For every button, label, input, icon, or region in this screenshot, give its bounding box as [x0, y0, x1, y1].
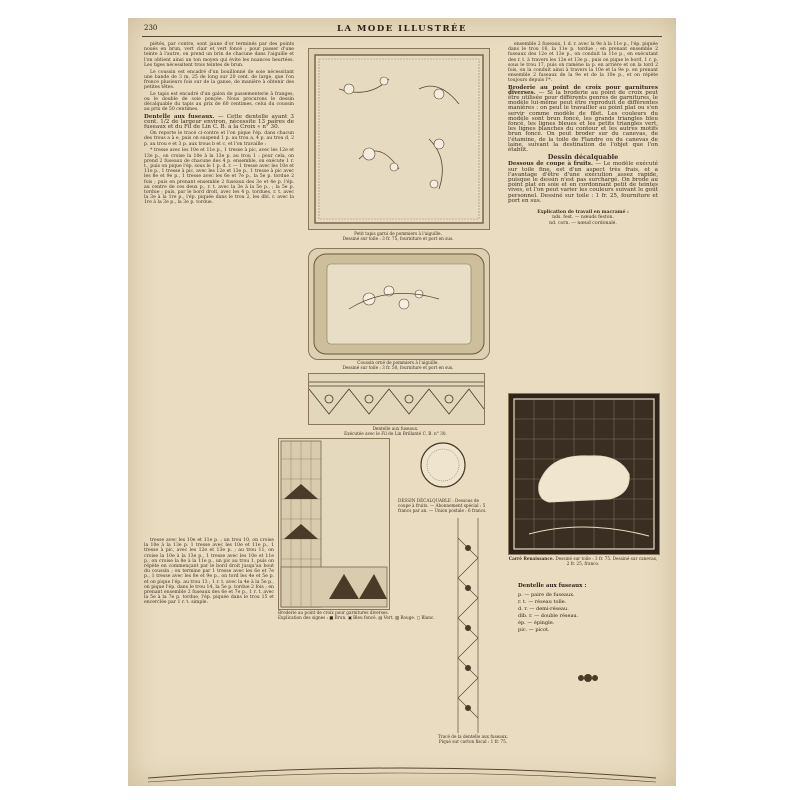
- floral-embroidery-icon: [309, 49, 489, 229]
- macrame-explanation: Explication de travail en macramé : nds. fest. — nœuds feston. nd. corn. — nœud cordonalé.: [537, 210, 629, 226]
- paragraph: Le coussin est encadré d'un bouillonné de soie nécessitant une bande de 3 m. 25 de long sur 20 cent. de large, que l'on fronce plusieurs fois sur de la ganse, de manière à obtenir des petites têtes.: [144, 69, 294, 91]
- legend-item: r. t. — réseau tolle.: [518, 599, 567, 605]
- section-heading: Dessous de coupe à fruits. — Le modèle exécuté sur toile fine, est d'un aspect très frais, et a l'avantage d'être d'une exécution assez rapide, puisque le dessin n'est pas surchargé. On brode au point plat en soie et en cordonnant petit de teintes vives, et l'on peut varier les couleurs suivant le goût personnel. Dessiné sur toile : 1 fr. 25, fourniture et port en sus.: [508, 161, 658, 204]
- paragraph: On reporte le tracé ci-contre et l'on pique l'ép. dans chacun des trous a à e, puis on suspend 1 p. au trou a, 4 p. au trou d, 2 p. au trou e et 3 p. aux trous b et c, et l'on travaille :: [144, 131, 294, 147]
- footer-ornament-icon: [128, 738, 676, 786]
- paragraph: * tresse avec les 10e et 11e p., 1 tresse à pic, avec les 12e et 13e p., on croise la 10e à la 13e p. au trou 1 : pour cela, on prend 2 fuseaux de chacune des 4 p. ensemble, on exécute 1 r. t., puis on pique l'ép. sous le 1 p. d. r. — 1 tresse avec les 10e et 11e p., 1 tresse à pic, avec les 12e et 13e p., 1 tresse à pic avec les 8e et 9e p., 1 tresse avec les 6e et 7e p., la 5e p. tordue 2 fois ; puis en prenant ensemble 2 fuseaux des 3e et 4e p. l'ép. au centre de ces deux p., r. t. avec la 3e à la 5e p., ; la 5e p. tordue ; puis, par le bord droit, avec les 4 p. tordues, r. t. avec la 3e à la 1re p., l'ép. piquée dans le trou 2, les dbl. r. avec la 1re à la 3e p., la 3e p. tordue.: [144, 148, 294, 206]
- lace-pattern-caption: Tracé de la dentelle aux fuseaux. Piqué sur carton fiscal : 1 fr. 75.: [437, 734, 509, 744]
- paragraph: tresse avec les 10e et 11e p. ; un trou 10, on croise la 10e à la 13e p. 1 tresse avec les 10e et 11e p., 1 tresse à pic, avec les 12e et 13e p. ; au trou 11, on croise la 10e à la 13e p., 1 tresse avec les 10e et 11e p., on croise la 8e à la 11e p., un pic au trou 1, puis on répète en commençant par le bord droit jusqu'au bout du coussin ; on termine par 1 tresse avec les 6e et 7e p., 1 tresse avec les 8e et 9e p., on tord les 4e et 5e p. et on pique l'ép. au trou 13 ; 1 r. t. avec la 4e à la 5e p., on pique l'ép. dans le trou 14, la 5e p. tordue 2 fois ; en prenant ensemble 2 fuseaux des 6e et 7e p., 1 r. t. avec la 5e à la 7e p. tordue, l'ép. piquée dans le trou 15 et encerclée par 1 r. t. simple.: [144, 538, 274, 606]
- header-rule: [142, 36, 662, 37]
- coussin-figure: [308, 248, 490, 360]
- lace-pattern-figure: [448, 518, 488, 733]
- column-right: [508, 42, 658, 262]
- legend-title: Dentelle aux fuseaux :: [518, 583, 587, 589]
- oval-design-icon: [418, 440, 468, 490]
- tapis-figure: [308, 48, 490, 230]
- renaissance-square-caption: Carré Renaissance. Dessiné sur toile : 3 fr. 75. Dessiné sur canevas, 2 fr. 25, franco.: [508, 556, 658, 566]
- section-title: Dessin décalquable: [547, 153, 619, 162]
- flower-ornament-icon: [573, 668, 603, 692]
- legend-item: d. r. — demi-réseau.: [518, 606, 569, 612]
- pricking-pattern-icon: [448, 518, 488, 733]
- paragraph: piétés, par contre, sont jaune d'or terminés par des points noués en brun, vert clair et vert foncé ; pour passer d'une teinte à l'autre, on prend un brin de chacune dans l'aiguille et l'on obtient ainsi un ton moyen qui évite les nuances heurtées. Les tiges nécessitent trois teintes de brun.: [144, 42, 294, 68]
- lace-caption: Dentelle aux fuseaux. Exécutée avec le Fil de Lin Brillanté C. B. n° 30.: [344, 426, 447, 436]
- legend-item: pic. — picot.: [518, 627, 550, 633]
- lace-figure: [308, 373, 485, 425]
- renaissance-square-figure: [508, 393, 660, 555]
- paragraph: Le tapis est encadré d'un galon de passementerie à franges, ou le double de soie ponçée. Nous procurons le dessin décalquable du tapis au prix de 60 centimes, celui du coussin au prix de 50 centimes.: [144, 91, 294, 113]
- column-left-upper: [144, 42, 294, 382]
- legend-item: p. — paire de fuseaux.: [518, 592, 575, 598]
- tapis-caption: Petit tapis garni de pommiers à l'aiguille. Dessiné sur toile : 3 fr. 75, fourniture et port en sus.: [342, 231, 454, 241]
- fruit-dish-caption: DESSIN DÉCALQUABLE : Dessous de coupe à fruits. — Abonnement spécial : 5 francs par an. — Union postale : 6 francs.: [398, 498, 487, 513]
- paragraph: ensemble 2 fuseaux, 1 d. r. avec la 9e à la 11e p., l'ép. piquée dans le trou 16, la 11e p. tordue ; en prenant ensemble 2 fuseaux des 12e et 13e p., on conduit la 11e p., en exécutant des r. t. à travers les 12e et 13e p., puis on pique le bord, 1 r. p. sous le trou 17, puis on ramène la p. en arrière et on la tord 2 fois, on la conduit ainsi à travers la 10e et la 9e p. en prenant ensemble 2 fuseaux de la 9e et de la 10e p., et on répète toujours depuis l'*.: [508, 42, 658, 84]
- legend-item: ép. — épingle.: [518, 620, 555, 626]
- page-number: 230: [144, 24, 158, 32]
- cross-stitch-figure: [278, 438, 390, 610]
- cushion-icon: [309, 249, 489, 359]
- coussin-caption: Coussin orné de pommiers à l'aiguille. Dessiné sur toile : 3 fr. 50, fourniture et port en sus.: [342, 360, 454, 370]
- cross-stitch-caption: Broderie au point de croix pour garnitures diverses. Explication des signes : ■ Brun. ▣ Bleu foncé. ▤ Vert. ▨ Rouge. ◻ Blanc.: [278, 610, 435, 620]
- section-heading: Broderie au point de croix pour garnitures diverses. — Si la broderie au point de croix peut être utilisée pour différents genres de garnitures, le modèle lui-même peut être reproduit de différentes manières : on peut le travailler au point plat ou s'en servir comme modèle de filet. Les couleurs du modèle sont brun foncé, les grands triangles bleu foncé, les lignes bleues et les petits triangles vert, les lignes blanches du contour et les autres motifs brun foncé. On peut broder sur du canevas, de l'étamine, de la toile de Flandre ou du canevas de laine, suivant la destination de l'objet que l'on établit.: [508, 84, 658, 154]
- section-heading: Dentelle aux fuseaux. — Cette dentelle ayant 3 cent. 1/2 de largeur environ, nécessite 13 paires de fuseaux et du Fil de Lin C. B. à la Croix « n° 30.: [144, 113, 294, 131]
- cross-stitch-icon: [279, 439, 389, 609]
- lace-icon: [309, 374, 484, 424]
- boar-icon: [509, 394, 659, 554]
- magazine-page: [128, 18, 676, 786]
- legend-item: dlb. r. — double réseau.: [518, 613, 579, 619]
- bobbin-lace-legend: [518, 583, 658, 634]
- fruit-dish-figure: [418, 440, 468, 490]
- magazine-title: LA MODE ILLUSTRÉE: [336, 24, 467, 34]
